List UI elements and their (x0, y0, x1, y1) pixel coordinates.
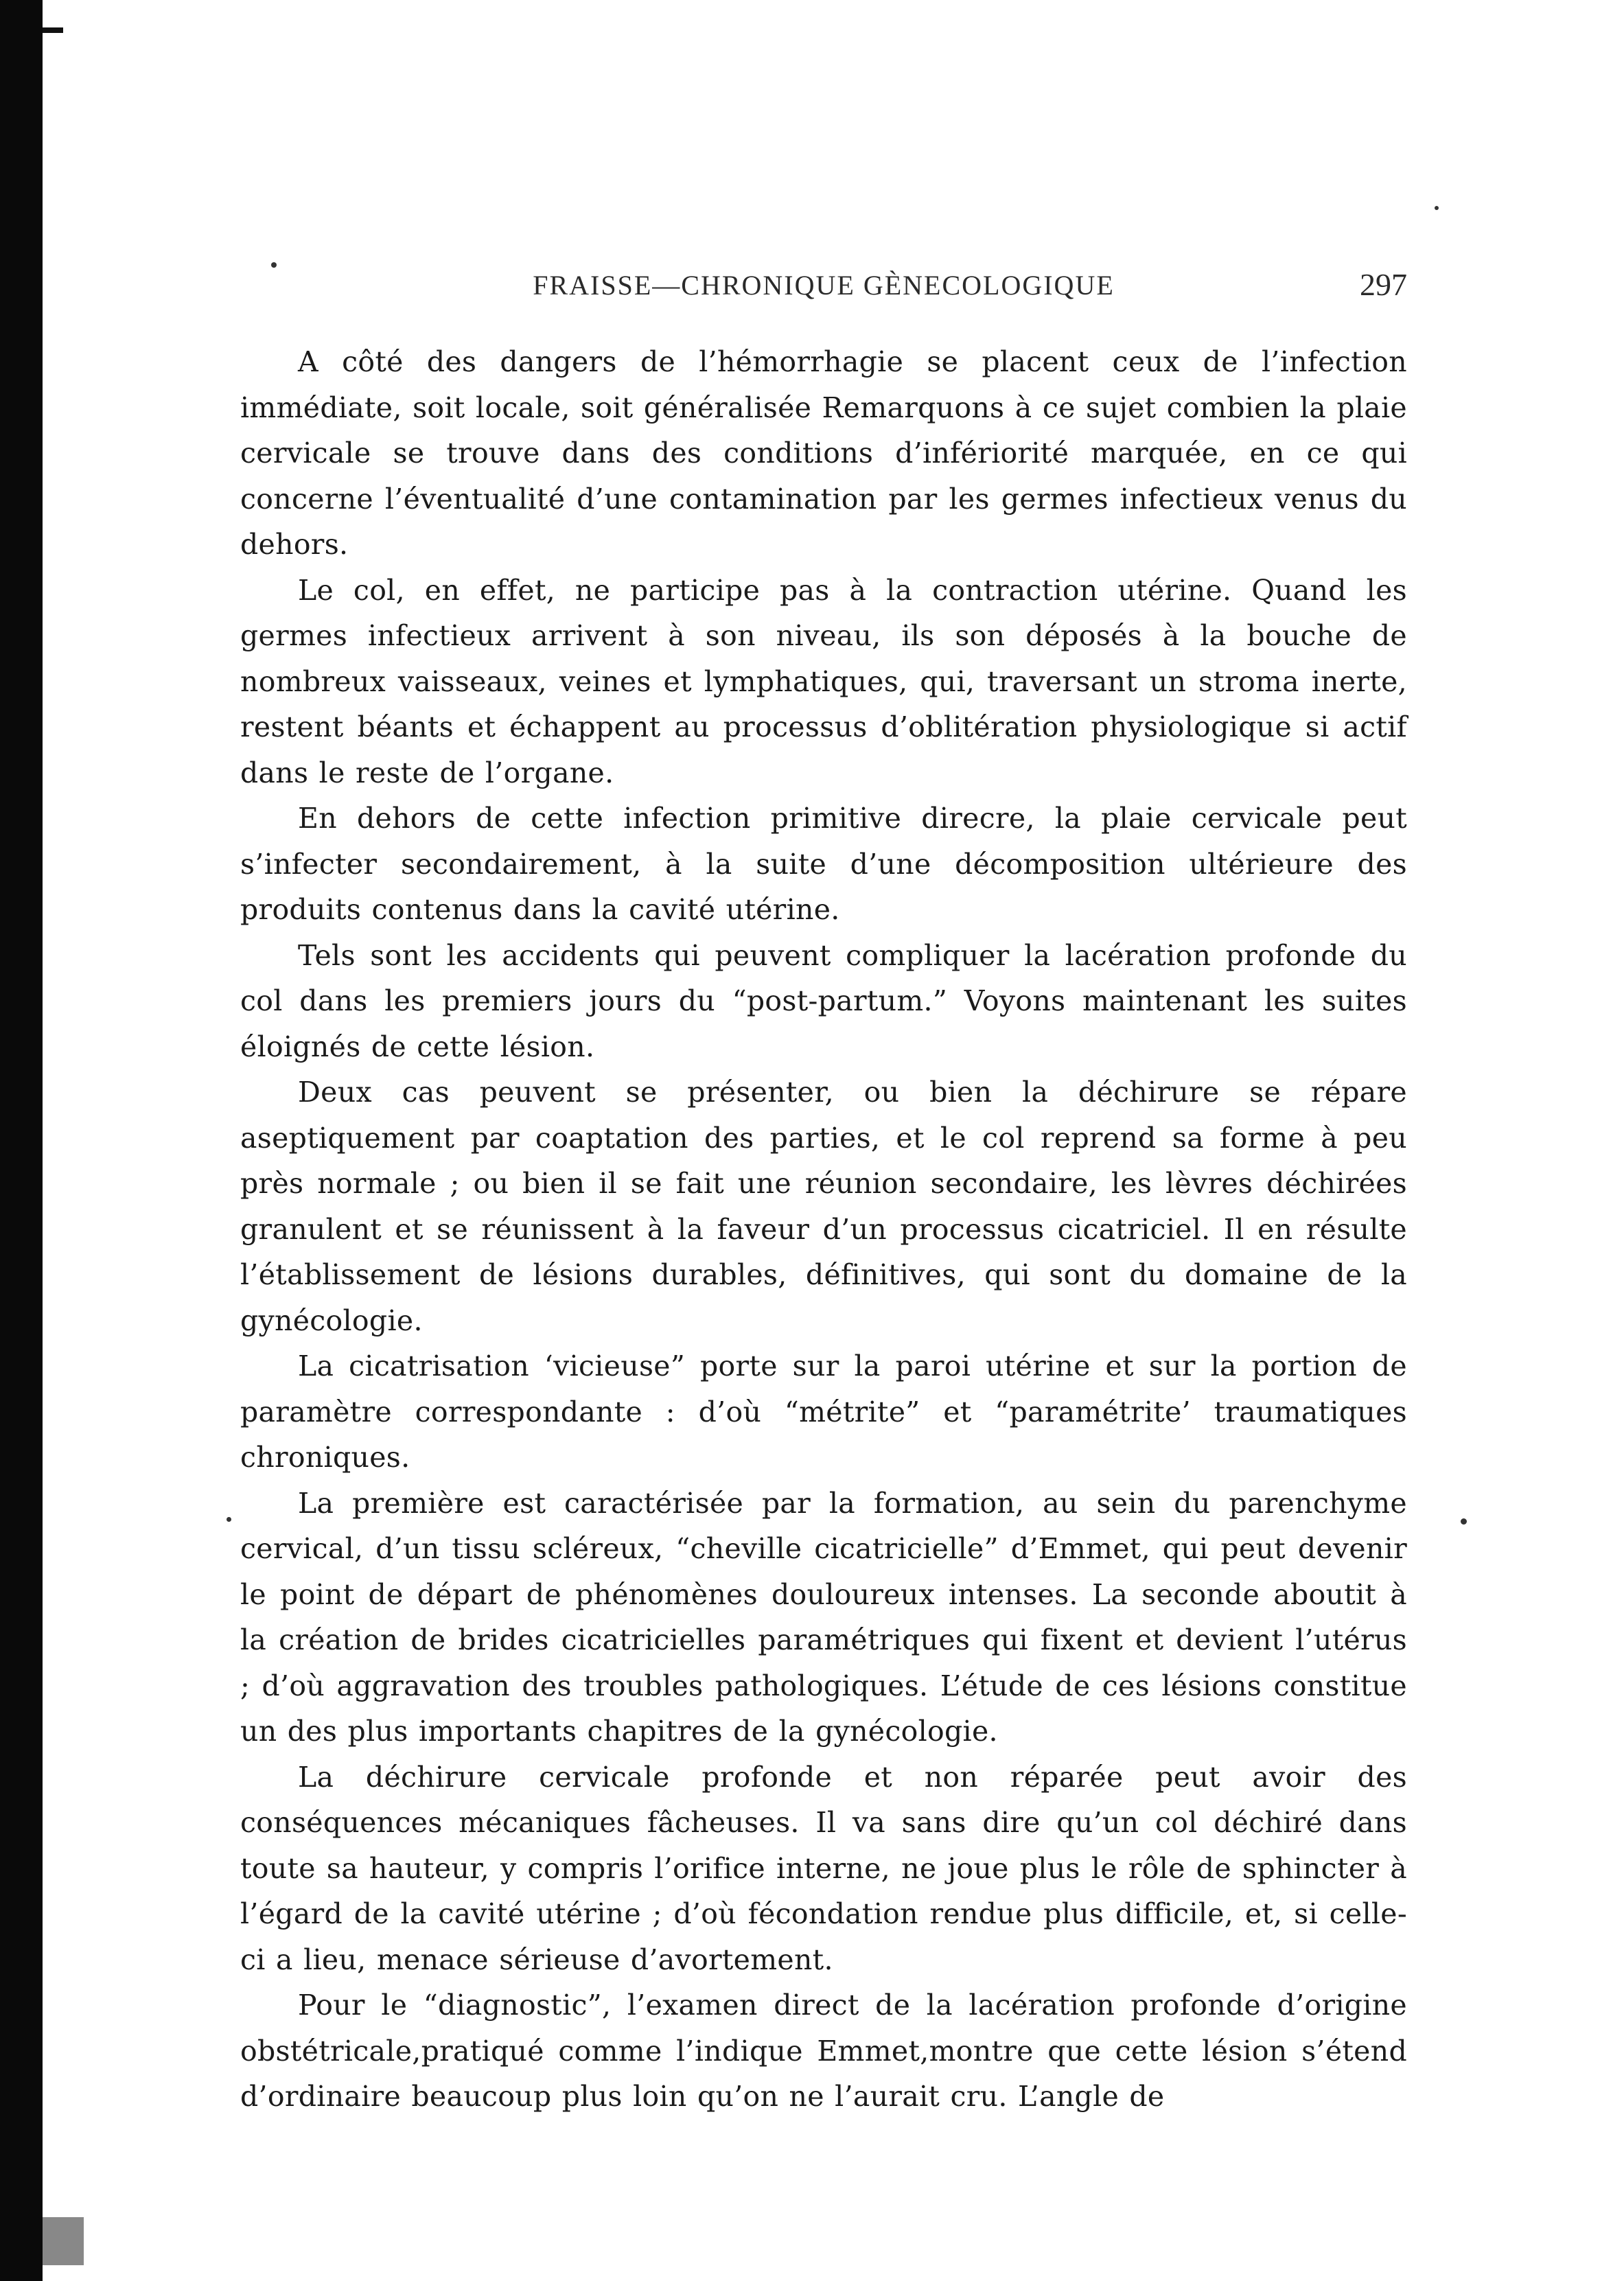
paragraph: La cicatrisation ‘vicieuse” porte sur la paroi utérine et sur la portion de paramètre correspondante : d’où “métrite” et “paramétrite’ traumatiques chroniques. (240, 1350, 1407, 1474)
scan-speck (227, 1517, 231, 1522)
page-number: 297 (1360, 267, 1407, 302)
running-header (240, 269, 1407, 310)
page-binding-shadow (0, 0, 43, 2281)
paragraph: Pour le “diagnostic”, l’examen direct de la lacération profonde d’origine obstétricale,pratiqué comme l’indique Emmet,montre que cette lésion s’étend d’ordinaire beaucoup plus loin qu’on ne l’aurait cru. L’angle de (240, 1989, 1407, 2113)
paragraph: Le col, en effet, ne participe pas à la contraction utérine. Quand les germes infectieux arrivent à son niveau, ils son déposés à la bouche de nombreux vaisseaux, veines et lymphatiques, qui, traversant un stroma inerte, restent béants et échappent au processus d’oblitération physiologique si actif dans le reste de l’organe. (240, 573, 1407, 789)
binding-speck (43, 27, 63, 33)
body-text (240, 339, 1407, 2120)
scan-speck (1461, 1518, 1467, 1525)
paragraph: En dehors de cette infection primitive direcre, la plaie cervicale peut s’infecter secondairement, à la suite d’une décomposition ultérieure des produits contenus dans la cavité utérine. (240, 802, 1407, 926)
binding-speck (43, 2217, 84, 2265)
book-page (240, 0, 1407, 2281)
running-title: FRAISSE—CHRONIQUE GÈNECOLOGIQUE (533, 270, 1115, 301)
paragraph: Tels sont les accidents qui peuvent compliquer la lacération profonde du col dans les premiers jours du “post-partum.” Voyons maintenant les suites éloignés de cette lésion. (240, 938, 1407, 1063)
paragraph: Deux cas peuvent se présenter, ou bien la déchirure se répare aseptiquement par coaptation des parties, et le col reprend sa forme à peu près normale ; ou bien il se fait une réunion secondaire, les lèvres déchirées granulent et se réunissent à la faveur d’un processus cicatriciel. Il en résulte l’établissement de lésions durables, définitives, qui sont du domaine de la gynécologie. (240, 1076, 1407, 1337)
paragraph: La déchirure cervicale profonde et non réparée peut avoir des conséquences mécaniques fâcheuses. Il va sans dire qu’un col déchiré dans toute sa hauteur, y compris l’orifice interne, ne joue plus le rôle de sphincter à l’égard de la cavité utérine ; d’où fécondation rendue plus difficile, et, si celle-ci a lieu, menace sérieuse d’avortement. (240, 1760, 1407, 1976)
scan-speck (1435, 206, 1439, 210)
scan-speck (271, 262, 277, 268)
paragraph: La première est caractérisée par la formation, au sein du parenchyme cervical, d’un tissu scléreux, “cheville cicatricielle” d’Emmet, qui peut devenir le point de départ de phénomènes douloureux intenses. La seconde aboutit à la création de brides cicatricielles paramétriques qui fixent et devient l’utérus ; d’où aggravation des troubles pathologiques. L’étude de ces lésions constitue un des plus importants chapitres de la gynécologie. (240, 1486, 1407, 1748)
paragraph: A côté des dangers de l’hémorrhagie se placent ceux de l’infection immédiate, soit locale, soit généralisée Remarquons à ce sujet combien la plaie cervicale se trouve dans des conditions d’infériorité marquée, en ce qui concerne l’éventualité d’une contamination par les germes infectieux venus du dehors. (240, 345, 1407, 561)
